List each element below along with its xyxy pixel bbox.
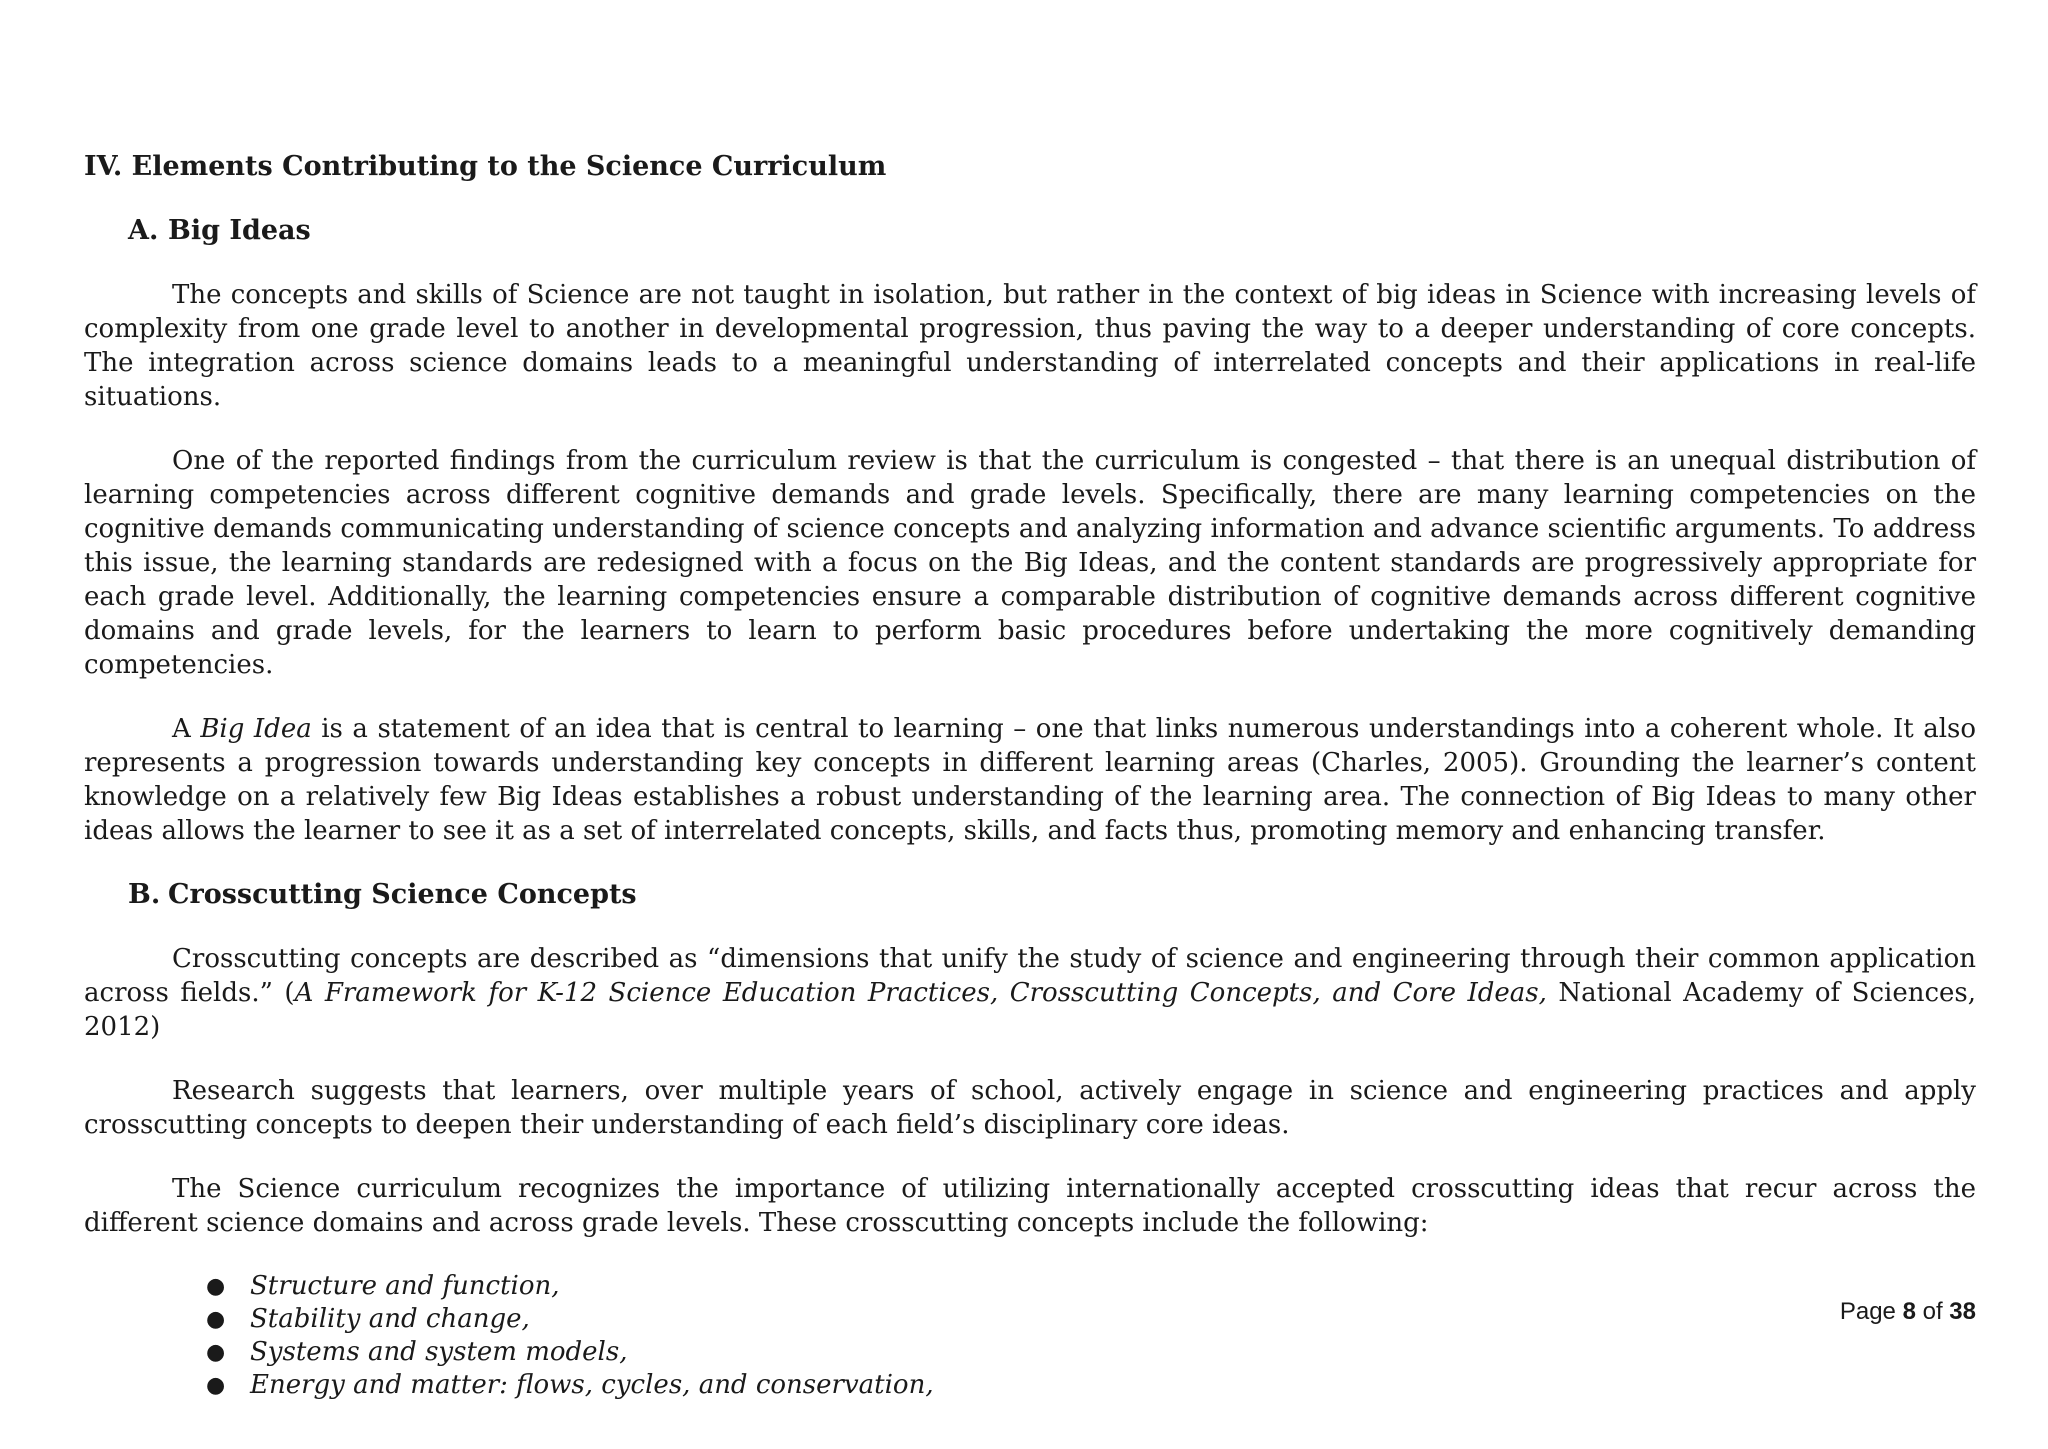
list-item-text: Stability and change, xyxy=(250,1304,530,1334)
bullet-icon: ● xyxy=(206,1340,226,1365)
crosscutting-paragraph-1 xyxy=(84,942,1976,1044)
of-word: of xyxy=(1922,1298,1943,1325)
crosscutting-paragraph-2: Research suggests that learners, over multiple years of school, actively engage in science and engineering practices and apply crosscutting concepts to deepen their understanding of each field’s disciplinary core ideas. xyxy=(84,1076,1976,1140)
big-ideas-paragraph-2: One of the reported findings from the curriculum review is that the curriculum is congested – that there is an unequal distribution of learning competencies across different cognitive demands and grade levels. Specifically, there are many learning competencies on the cognitive demands communicating understanding of science concepts and analyzing information and advance scientific arguments. To address this issue, the learning standards are redesigned with a focus on the Big Ideas, and the content standards are progressively appropriate for each grade level. Additionally, the learning competencies ensure a comparable distribution of cognitive demands across different cognitive domains and grade levels, for the learners to learn to perform basic procedures before undertaking the more cognitively demanding competencies. xyxy=(84,446,1976,680)
bullet-icon: ● xyxy=(206,1307,226,1332)
list-item-text: Structure and function, xyxy=(250,1271,560,1301)
list-item-text: Systems and system models, xyxy=(250,1337,628,1367)
current-page-number: 8 xyxy=(1902,1298,1916,1325)
big-idea-term: Big Idea xyxy=(200,714,312,744)
paragraph-start: Crosscutting concepts are described as “dimensions that unify the study of science and engineering through their common application across fields.” ( xyxy=(84,944,1976,1008)
paragraph-end: National Academy of Sciences, 2012) xyxy=(84,978,1977,1042)
page-word: Page xyxy=(1839,1298,1896,1325)
crosscutting-paragraph-3: The Science curriculum recognizes the importance of utilizing internationally accepted crosscutting ideas that recur across the different science domains and across grade levels. These crosscutting concepts include the following: xyxy=(84,1174,1976,1238)
list-item xyxy=(206,1369,1976,1402)
total-pages-number: 38 xyxy=(1949,1298,1976,1325)
list-item xyxy=(206,1336,1976,1369)
framework-citation-title: A Framework for K-12 Science Education Practices, Crosscutting Concepts, and Core Ideas, xyxy=(294,978,1547,1008)
paragraph-rest: is a statement of an idea that is central to learning – one that links numerous understandings into a coherent whole. It also represents a progression towards understanding key concepts in different learning areas (Charles, 2005). Grounding the learner’s content knowledge on a relatively few Big Ideas establishes a robust understanding of the learning area. The connection of Big Ideas to many other ideas allows the learner to see it as a set of interrelated concepts, skills, and facts thus, promoting memory and enhancing transfer. xyxy=(84,714,1977,846)
subsection-title: Big Ideas xyxy=(168,215,311,246)
subsection-letter: B. xyxy=(128,879,161,910)
bullet-icon: ● xyxy=(206,1274,226,1299)
bullet-icon: ● xyxy=(206,1373,226,1398)
paragraph-prefix: A xyxy=(172,714,201,744)
big-ideas-paragraph-3 xyxy=(84,712,1976,848)
subsection-heading-big-ideas xyxy=(128,214,1976,248)
list-item xyxy=(206,1270,1976,1303)
section-heading: IV. Elements Contributing to the Science Curriculum xyxy=(84,151,887,182)
list-item-text: Energy and matter: flows, cycles, and conservation, xyxy=(250,1370,934,1400)
subsection-letter: A. xyxy=(128,215,159,246)
big-ideas-paragraph-1: The concepts and skills of Science are not taught in isolation, but rather in the context of big ideas in Science with increasing levels of complexity from one grade level to another in developmental progression, thus paving the way to a deeper understanding of core concepts. The integration across science domains leads to a meaningful understanding of interrelated concepts and their applications in real-life situations. xyxy=(84,280,1976,412)
list-item xyxy=(206,1303,1976,1336)
page-number-footer xyxy=(1840,1297,1976,1327)
subsection-heading-crosscutting xyxy=(128,878,1976,912)
crosscutting-concepts-list xyxy=(84,1270,1976,1402)
document-page xyxy=(84,150,1976,1402)
subsection-title: Crosscutting Science Concepts xyxy=(168,879,637,910)
